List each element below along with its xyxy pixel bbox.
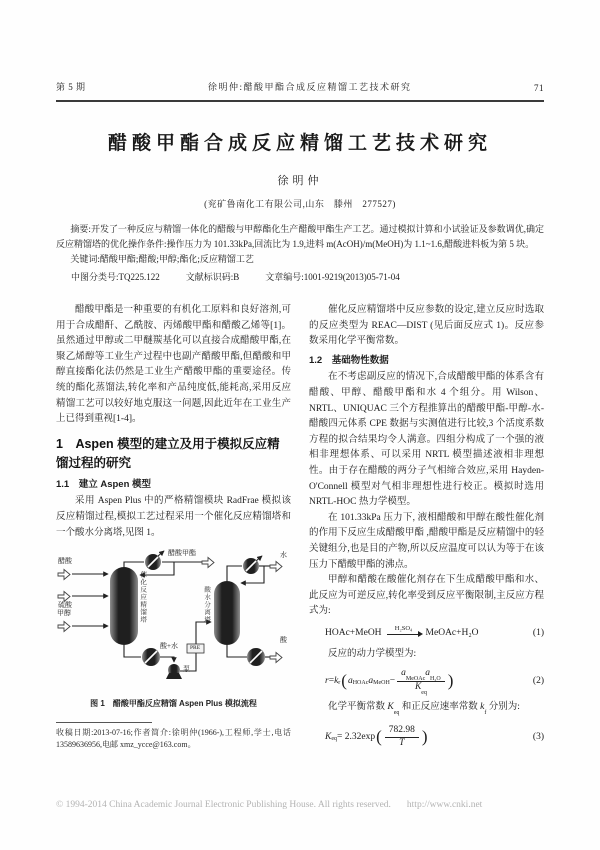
cnki-url: http://www.cnki.net: [406, 800, 483, 810]
flowsheet-drawing: [56, 549, 290, 691]
section-1-2-heading: 1.2 基础物性数据: [309, 354, 389, 366]
clc-number: 中图分类号:TQ225.122: [71, 272, 160, 282]
label-methanol-feed: 甲醇: [57, 609, 71, 618]
reactive-distillation-column-vessel: [110, 567, 138, 645]
footnote-text: 收稿日期:2013-07-16;作者简介:徐明仲(1966-),工程师,学士,电话 13589636956,电邮 xmz_ycce@163.com。: [56, 727, 291, 750]
keywords-label: 关键词:: [70, 254, 100, 264]
issue-number: 第 5 期: [56, 82, 86, 92]
label-water-product: 水: [280, 551, 287, 560]
label-sulfuric-acid-feed: 硫酸: [58, 601, 72, 610]
paper-title: 醋酸甲酯合成反应精馏工艺技术研究: [107, 133, 492, 154]
footnote-rule: [56, 722, 152, 723]
abstract: [56, 222, 544, 252]
abstract-block: [56, 222, 544, 285]
page-number: 71: [534, 83, 544, 93]
keywords-text: 醋酸甲酯;醋酸;甲醇;酯化;反应精馏工艺: [99, 254, 254, 264]
abstract-label: 摘要:: [70, 224, 91, 234]
label-acid-product: 酸: [280, 636, 287, 645]
eq1-rhs: MeOAc+H₂O: [425, 627, 479, 638]
label-acetic-acid-feed: 醋酸: [58, 557, 72, 566]
left-column: [56, 303, 291, 755]
keywords: [56, 252, 544, 267]
classification-line: [56, 270, 544, 285]
copyright-text: © 1994-2014 China Academic Journal Electronic Publishing House. All rights reserved.: [56, 800, 391, 810]
body-columns: [56, 303, 544, 755]
eq1-lhs: HOAc+MeOH: [325, 627, 382, 638]
eq3-number: (3): [532, 731, 544, 742]
paragraph-reaction-setup: 催化反应精馏塔中反应参数的设定,建立反应时选取的反应类型为 REAC—DIST (见后面反应式 1)。反应参数采用化学平衡常数。: [309, 305, 544, 347]
paragraph-property-data: 在不考虑副反应的情况下,合成醋酸甲酯的体系含有醋酸、甲醇、醋酸甲酯和水 4 个组分。用 Wilson、NRTL、UNIQUAC 三个方程推算出的醋酸甲酯-甲醇-水-醋酸四元体系 CPE 数据与实测值进行比较,3 个活度系数方程的拟合结果均令人满意。四组分构成了一个强的液相非理想体系、可以采用 NRTL 模型描述液相非理想性。由于存在醋酸的两分子气相缔合效应,采用 Hayden-O'Connell 模型对气相非理想性进行校正。模拟时选用 NRTL-HOC 热力学模型。: [309, 372, 544, 508]
fraction: $\frac{a_{MeOAc}a_{H_2O}}{K_{eq}}$: [397, 669, 445, 694]
paragraph-intro: 醋酸甲酯是一种重要的有机化工原料和良好溶剂,可用于合成醋酐、乙酰胺、丙烯酸甲酯和醋酸乙烯等[1]。虽然通过甲醇或二甲醚羰基化可以直接合成醋酸甲酯,在聚乙烯醇等工业生产过程中也副产醋酸甲酯,但醋酸和甲醇直接酯化法仍然是工业生产醋酸甲酯的重要途径。传统的酯化蒸馏法,转化率和产品纯度低,能耗高,采用反应精馏工艺可以较好地克服这一问题,因此近年在工业生产上已得到重视[1-4]。: [56, 305, 291, 425]
equation-3: K $_{eq}$ = 2.32exp ( $\frac{782.98}{T}$ ) (3): [325, 724, 544, 748]
acid-water-separation-column-vessel: [214, 581, 240, 645]
running-title: 徐明仲:醋酸甲酯合成反应精馏工艺技术研究: [208, 82, 412, 92]
footnote: [56, 722, 291, 752]
section-1-heading: 1 Aspen 模型的建立及用于模拟反应精馏过程的研究: [56, 436, 280, 470]
figure-flowsheet: [56, 549, 290, 691]
fraction: $\frac{782.98}{T}$: [385, 726, 419, 749]
article-id: 文章编号:1001-9219(2013)05-71-04: [265, 272, 400, 282]
eq2-number: (2): [532, 675, 544, 686]
equation-2: r = k $_r$ ( a $_{HOAc}$ a $_{MeOH}$ − $\frac{a_{MeOAc}a_{H_2O}}{K_{eq}}$ ) (2): [325, 668, 544, 697]
paragraph-kinetic-model: 反应的动力学模型为:: [328, 649, 417, 660]
author-name: 徐明仲: [277, 175, 323, 187]
copyright-line: [56, 800, 560, 810]
right-column: [309, 303, 544, 755]
paragraph-pressure: 在 101.33kPa 压力下, 液相醋酸和甲醇在酸性催化剂的作用下反应生成醋酸甲酯 ,醋酸甲酯是反应精馏中的轻关键组分,也是目的产物,所以反应温度可以认为等于在该压力下醋酸甲酯的沸点。: [309, 512, 544, 570]
label-pre-block: PRE: [190, 645, 201, 652]
label-methyl-acetate-product: 醋酸甲酯: [168, 549, 196, 558]
abstract-text: 开发了一种反应与精馏一体化的醋酸与甲醇酯化生产醋酸甲酯生产工艺。通过模拟计算和小试验证及参数调优,确定反应精馏塔的优化操作条件:操作压力为 101.33kPa,回流比为 1.9,进料 m(AcOH)/m(MeOH)为 1.1~1.6,醋酸进料板为第 5 块。: [56, 224, 544, 249]
paragraph-constants: 化学平衡常数 $K_{eq}$ 和正反应速率常数 $k_f$ 分别为:: [328, 702, 520, 717]
section-1-1-heading: 1.1 建立 Aspen 模型: [56, 478, 152, 490]
paragraph-model: 采用 Aspen Plus 中的严格精馏模块 RadFrae 模拟该反应精馏过程,模拟工艺过程采用一个催化反应精馏塔和一个酸水分离塔,见图 1。: [56, 496, 291, 538]
figure-caption: 图 1 醋酸甲酯反应精馏 Aspen Plus 模拟流程: [90, 699, 257, 709]
equation-1: [309, 626, 544, 642]
running-header: [56, 80, 544, 102]
reaction-arrow: [387, 626, 421, 635]
title-block: [0, 128, 600, 210]
label-separation-column: 酸水分离塔: [203, 586, 211, 624]
label-pump: 泵: [183, 665, 190, 674]
label-rd-column: 催化反应精馏塔: [139, 571, 147, 624]
eq1-number: (1): [532, 627, 544, 638]
paragraph-main-reaction: 甲醇和醋酸在酸催化剂存在下生成醋酸甲酯和水、此反应为可逆反应,转化率受到反应平衡限制,主反应方程式为:: [309, 575, 544, 617]
eq1-catalyst: H₂SO₄: [394, 625, 413, 633]
label-acid-water-stream: 酸+水: [160, 642, 178, 651]
affiliation: (兖矿鲁南化工有限公司,山东 滕州 277527): [204, 199, 396, 209]
document-code: 文献标识码:B: [185, 272, 240, 282]
